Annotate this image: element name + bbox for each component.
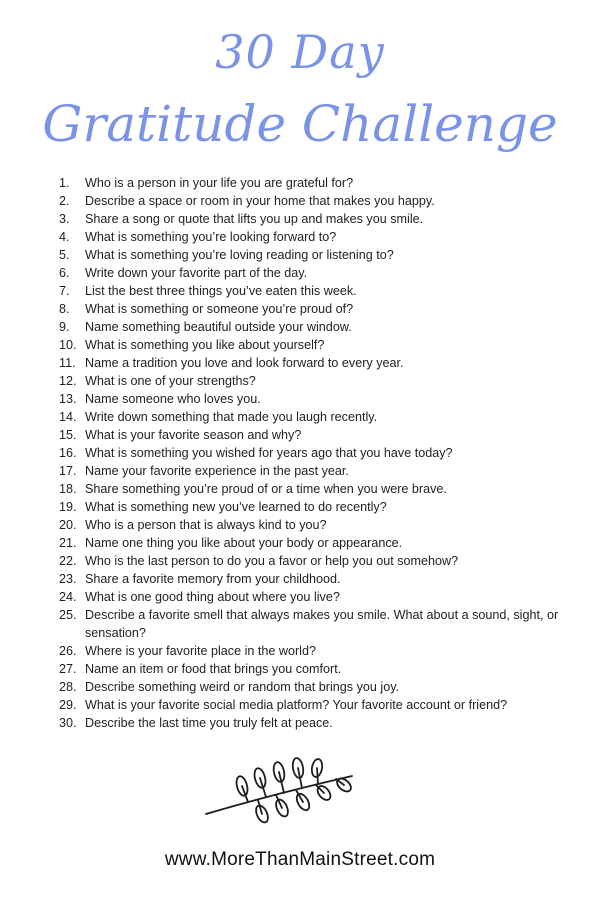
list-item-number: 3. [59,212,70,226]
list-item-number: 9. [59,320,70,334]
list-item [59,516,579,534]
list-item-text: What is something you’re looking forward to? [85,230,337,244]
page-title-line1: 30 Day [215,25,385,79]
list-item [59,642,579,660]
list-item-number: 27. [59,662,77,676]
list-item-text: Name a tradition you love and look forward to every year. [85,356,404,370]
list-item-number: 24. [59,590,77,604]
list-item-number: 13. [59,392,77,406]
list-item-number: 12. [59,374,77,388]
list-item [59,426,579,444]
list-item-number: 22. [59,554,77,568]
list-item-text: What is your favorite social media platform? Your favorite account or friend? [85,698,508,712]
list-item-text: Describe the last time you truly felt at peace. [85,716,333,730]
list-item-text: Where is your favorite place in the world? [85,644,316,658]
list-item-number: 8. [59,302,70,316]
list-item-text: What is something you wished for years ago that you have today? [85,446,453,460]
list-item-number: 4. [59,230,70,244]
list-item-number: 1. [59,176,70,190]
list-item-text: What is your favorite season and why? [85,428,302,442]
list-item-number: 15. [59,428,77,442]
list-item [59,444,579,462]
list-item-text: Share something you’re proud of or a time when you were brave. [85,482,447,496]
list-item [59,588,579,606]
list-item-number: 21. [59,536,77,550]
list-item [59,678,579,696]
footer-url: www.MoreThanMainStreet.com [164,849,436,870]
list-item-text: What is one good thing about where you live? [85,590,340,604]
list-item-number: 5. [59,248,70,262]
list-item [59,570,579,588]
list-item-text: Name something beautiful outside your window. [85,320,352,334]
list-item [59,300,579,318]
list-item-number: 30. [59,716,77,730]
list-item [59,372,579,390]
list-item-text: Share a song or quote that lifts you up and makes you smile. [85,212,424,226]
leafy-branch-icon [200,756,360,828]
list-item-text: Write down your favorite part of the day. [85,266,308,280]
list-item [59,534,579,552]
list-item-number: 26. [59,644,77,658]
list-item-number: 7. [59,284,70,298]
list-item-number: 19. [59,500,77,514]
list-item [59,318,579,336]
list-item [59,210,579,228]
list-item-text: Name your favorite experience in the past year. [85,464,349,478]
list-item-number: 11. [59,356,76,370]
list-item-text: Name someone who loves you. [85,392,261,406]
list-item-number: 17. [59,464,77,478]
list-item-text: What is something or someone you’re proud of? [85,302,354,316]
list-item-text: Who is a person in your life you are grateful for? [85,176,354,190]
list-item-text: Name an item or food that brings you comfort. [85,662,342,676]
page-title-line2: Gratitude Challenge [42,95,558,153]
list-item [59,714,579,732]
list-item [59,498,579,516]
list-item-number: 6. [59,266,70,280]
list-item-text: What is one of your strengths? [85,374,256,388]
list-item [59,246,579,264]
list-item [59,606,579,642]
list-item-number: 29. [59,698,77,712]
list-item-text: What is something you’re loving reading or listening to? [85,248,394,262]
list-item-text: Share a favorite memory from your childhood. [85,572,341,586]
list-item [59,390,579,408]
list-item-text: Write down something that made you laugh recently. [85,410,378,424]
list-item [59,228,579,246]
list-item [59,264,579,282]
list-item [59,354,579,372]
list-item [59,660,579,678]
list-item [59,192,579,210]
list-item-number: 2. [59,194,70,208]
list-item-number: 23. [59,572,77,586]
list-item-number: 28. [59,680,77,694]
list-item-text: Describe a space or room in your home that makes you happy. [85,194,435,208]
list-item [59,462,579,480]
prompt-list [59,174,579,732]
list-item-number: 14. [59,410,77,424]
list-item-number: 10. [59,338,77,352]
list-item-number: 20. [59,518,77,532]
list-item [59,174,579,192]
list-item-text: Name one thing you like about your body or appearance. [85,536,403,550]
list-item-text: Describe a favorite smell that always makes you smile. What about a sound, sight, or sensation? [85,608,559,640]
list-item-text: List the best three things you’ve eaten this week. [85,284,357,298]
list-item-number: 18. [59,482,77,496]
list-item [59,282,579,300]
list-item-text: Describe something weird or random that brings you joy. [85,680,400,694]
list-item [59,408,579,426]
list-item-text: Who is a person that is always kind to you? [85,518,327,532]
list-item-text: What is something new you’ve learned to do recently? [85,500,387,514]
list-item-text: What is something you like about yourself? [85,338,325,352]
list-item-number: 25. [59,608,77,622]
list-item-text: Who is the last person to do you a favor or help you out somehow? [85,554,459,568]
list-item [59,480,579,498]
list-item [59,552,579,570]
list-item-number: 16. [59,446,77,460]
list-item [59,336,579,354]
list-item [59,696,579,714]
